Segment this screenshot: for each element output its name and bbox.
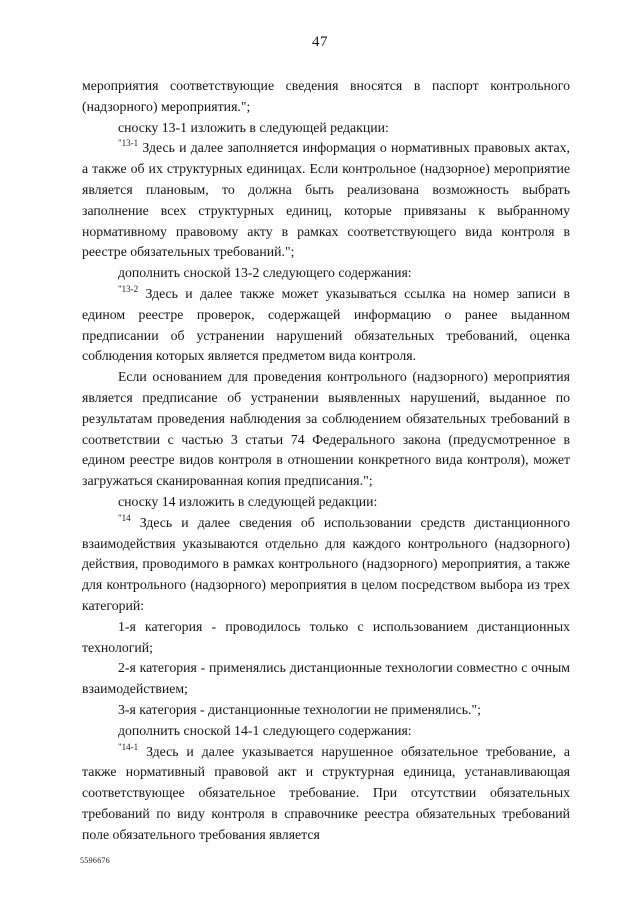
paragraph: дополнить сноской 14-1 следующего содержания: [118, 722, 412, 738]
list-item: 2-я категория - применялись дистанционные технологии совместно с очным взаимодействием; [82, 660, 570, 697]
paragraph: Если основанием для проведения контрольного (надзорного) мероприятия является предписание об устранении выявленных нарушений, выданное по результатам проведения наблюдения за соблюдением обязательных требований в соответствии с частью 3 статьи 74 Федерального закона (предусмотренное в едином реестре видов контроля в отношении конкретного вида контроля), может загружаться сканированная копия предписания."; [82, 369, 570, 489]
footnote-paragraph: $^{"13-2}$ Здесь и далее также может указываться ссылка на номер записи в едином реестре проверок, содержащей информацию о ранее выданном предписании об устранении нарушений обязательных требований, оценка соблюдения которых является предметом вида контроля. [82, 283, 570, 364]
footnote-marker: "14-1 [118, 741, 139, 752]
footnote-marker: "13-2 [118, 283, 139, 294]
list-item: 3-я категория - дистанционные технологии не применялись."; [118, 701, 481, 717]
document-code: 5596676 [80, 856, 111, 865]
footnote-paragraph: $^{"14}$ Здесь и далее сведения об использовании средств дистанционного взаимодействия указываются отдельно для каждого контрольного (надзорного) действия, проводимого в рамках контрольного (надзорного) мероприятия, а также для контрольного (надзорного) мероприятия в целом посредством выбора из трех категорий: [82, 512, 570, 613]
page-number: 47 [312, 34, 328, 50]
paragraph: сноску 14 изложить в следующей редакции: [118, 493, 378, 509]
paragraph: сноску 13-1 изложить в следующей редакции: [118, 119, 389, 135]
footnote-marker: "13-1 [118, 138, 139, 149]
paragraph: мероприятия соответствующие сведения вносятся в паспорт контрольного (надзорного) мероприятия."; [82, 78, 570, 114]
paragraph: дополнить сноской 13-2 следующего содержания: [118, 265, 412, 281]
footnote-paragraph: $^{"14-1}$ Здесь и далее указывается нарушенное обязательное требование, а также нормативный правовой акт и структурная единица, устанавливающая соответствующее обязательное требование. При отсутствии обязательных требований по виду контроля в справочнике реестра обязательных требований поле обязательного требования является [82, 741, 570, 842]
document-body [82, 76, 570, 845]
footnote-marker: "14 [118, 512, 131, 523]
list-item: 1-я категория - проводилось только с использованием дистанционных технологий; [82, 618, 570, 655]
footnote-paragraph: $^{"13-1}$ Здесь и далее заполняется информация о нормативных правовых актах, а также об их структурных единицах. Если контрольное (надзорное) мероприятие является плановым, то должна быть реализована возможность выбрать заполнение всех структурных единиц, которые привязаны к выбранному нормативному правовому акту в рамках соответствующего вида контроля в реестре обязательных требований."; [82, 138, 570, 260]
